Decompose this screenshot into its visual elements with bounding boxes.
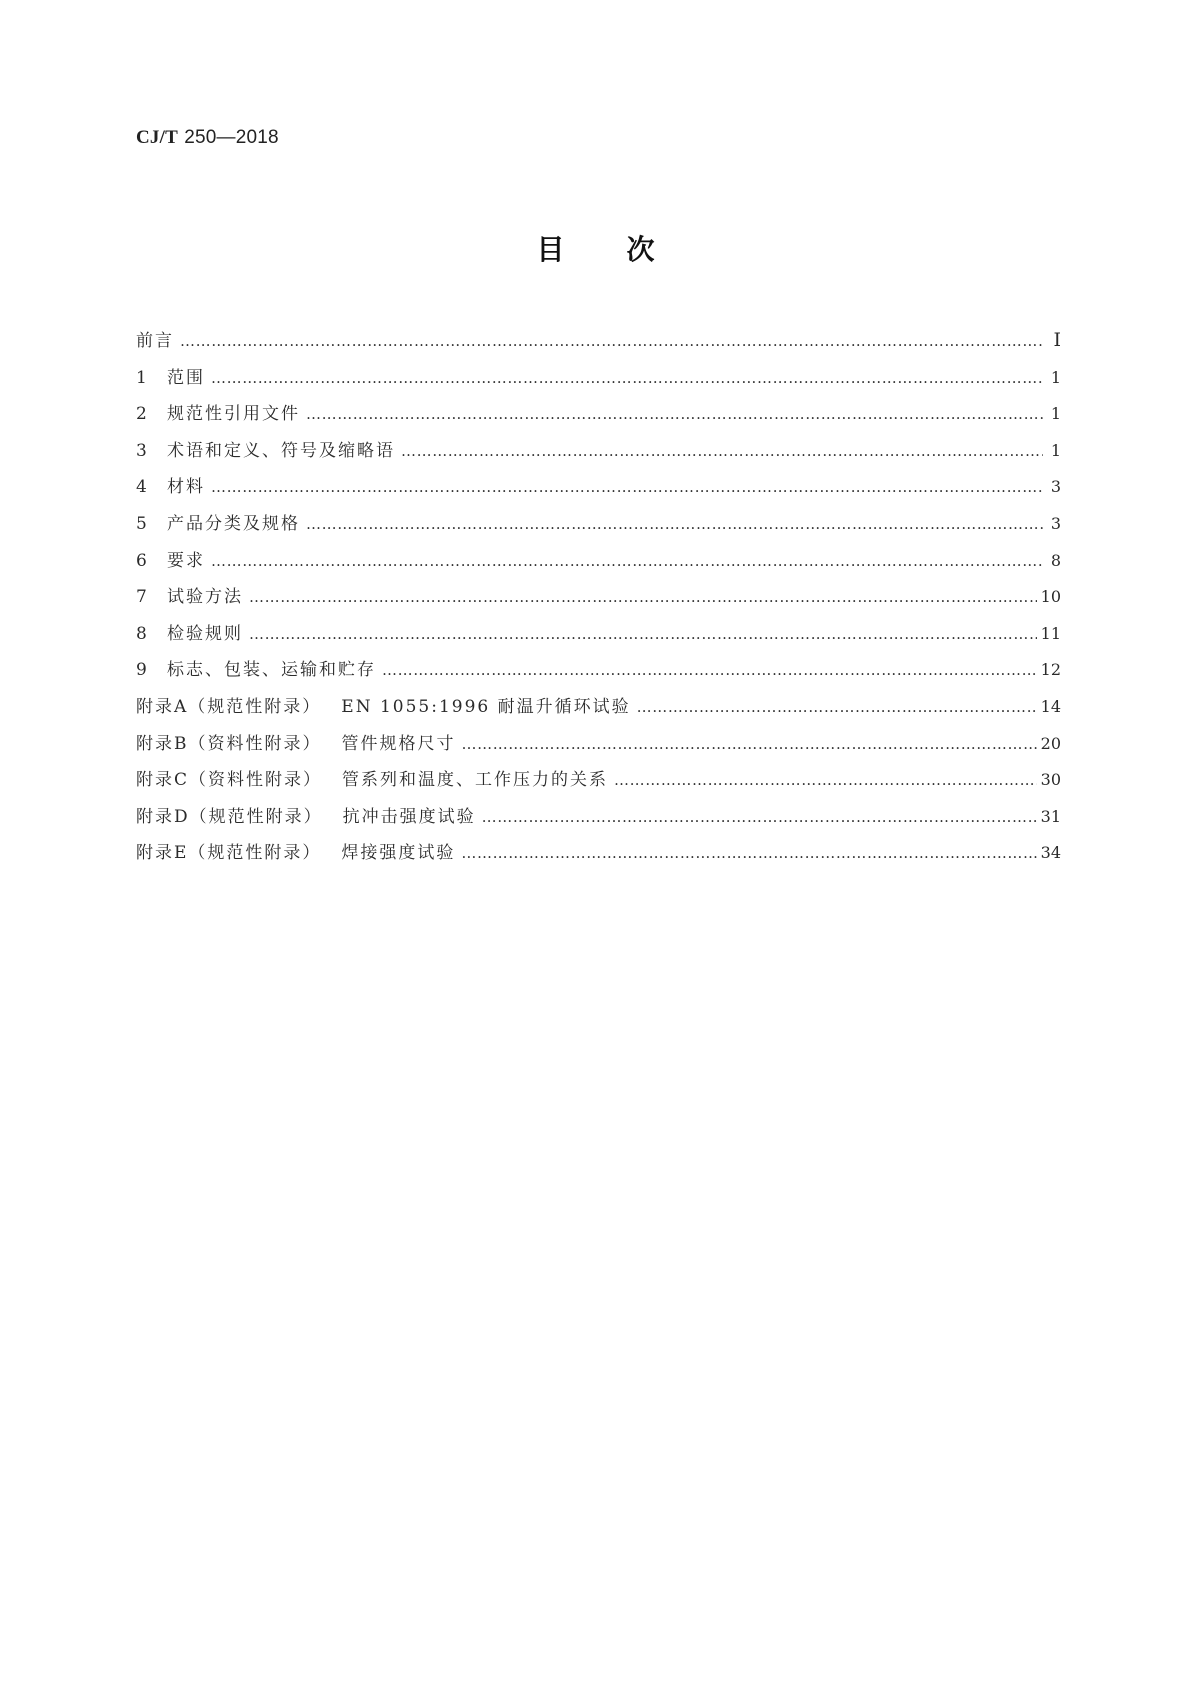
- toc-dot-leader: [211, 369, 1043, 387]
- annex-title: 焊接强度试验: [341, 843, 456, 864]
- toc-dot-leader: [462, 735, 1037, 753]
- toc-entry-number: 8: [136, 623, 147, 644]
- toc-entry-annex-a[interactable]: [136, 692, 1061, 729]
- toc-entry-label: 术语和定义、符号及缩略语: [167, 440, 395, 461]
- toc-entry-label: 检验规则: [167, 623, 243, 644]
- toc-entry-7[interactable]: [136, 582, 1061, 619]
- toc-entry-number: 6: [136, 550, 147, 571]
- toc-entry-label: 材料: [167, 477, 205, 498]
- toc-dot-leader: [249, 625, 1037, 643]
- toc-entry-2[interactable]: [136, 399, 1061, 436]
- toc-entry-number: 9: [136, 660, 147, 681]
- toc-dot-leader: [306, 515, 1043, 533]
- toc-entry-1[interactable]: [136, 363, 1061, 400]
- annex-type-label: 附录C（资料性附录）: [136, 770, 323, 791]
- toc-entry-page: 1: [1050, 367, 1061, 387]
- annex-title: 管件规格尺寸: [341, 733, 456, 754]
- toc-entry-page: 10: [1040, 587, 1061, 607]
- toc-entry-page: 11: [1040, 623, 1061, 643]
- toc-dot-leader: [249, 588, 1037, 606]
- toc-entry-page: 14: [1040, 696, 1061, 716]
- toc-entry-number: 4: [136, 477, 147, 498]
- toc-entry-number: 3: [136, 440, 147, 461]
- toc-entry-label: [136, 838, 455, 863]
- toc-entry-3[interactable]: [136, 436, 1061, 473]
- document-code-number: 250—2018: [184, 127, 279, 148]
- toc-entry-label: 产品分类及规格: [167, 513, 300, 534]
- toc-entry-label: 前言: [136, 331, 174, 351]
- toc-entry-label: [136, 692, 631, 717]
- toc-entry-number: 2: [136, 404, 147, 425]
- toc-entry-page: 3: [1050, 513, 1061, 533]
- toc-entry-page: 20: [1040, 733, 1061, 753]
- toc-entry-page: 8: [1050, 550, 1061, 570]
- toc-entry-6[interactable]: [136, 546, 1061, 583]
- toc-entry-label: 规范性引用文件: [167, 404, 300, 425]
- toc-dot-leader: [211, 552, 1043, 570]
- toc-entry-label: 试验方法: [167, 587, 243, 608]
- toc-entry-foreword[interactable]: [136, 326, 1061, 363]
- toc-entry-9[interactable]: [136, 655, 1061, 692]
- annex-type-label: 附录B（资料性附录）: [136, 733, 322, 754]
- annex-type-label: 附录E（规范性附录）: [136, 843, 322, 864]
- toc-title: 目次: [536, 233, 717, 266]
- annex-type-label: 附录A（规范性附录）: [136, 696, 322, 717]
- annex-type-label: 附录D（规范性附录）: [136, 806, 323, 827]
- toc-dot-leader: [306, 405, 1043, 423]
- toc-dot-leader: [401, 442, 1043, 460]
- toc-entry-page: 34: [1040, 843, 1061, 863]
- toc-entry-8[interactable]: [136, 619, 1061, 656]
- toc-entry-page: 1: [1050, 440, 1061, 460]
- toc-entry-label: [136, 802, 476, 827]
- toc-entry-label: 范围: [167, 367, 205, 388]
- toc-entry-number: 5: [136, 513, 147, 534]
- toc-dot-leader: [180, 332, 1043, 350]
- toc-dot-leader: [211, 478, 1043, 496]
- toc-entry-number: 1: [136, 367, 147, 388]
- annex-title: EN 1055:1996 耐温升循环试验: [341, 696, 631, 717]
- document-code: [136, 126, 279, 149]
- document-code-prefix: CJ/T: [136, 127, 178, 148]
- toc-dot-leader: [482, 808, 1037, 826]
- toc-entry-page: 12: [1040, 660, 1061, 680]
- toc-entry-4[interactable]: [136, 472, 1061, 509]
- toc-entry-number: 7: [136, 587, 147, 608]
- toc-dot-leader: [382, 661, 1037, 679]
- toc-entry-annex-d[interactable]: [136, 802, 1061, 839]
- toc-entry-label: 要求: [167, 550, 205, 571]
- toc-entry-page: 3: [1050, 477, 1061, 497]
- toc-entry-5[interactable]: [136, 509, 1061, 546]
- toc-entry-annex-c[interactable]: [136, 765, 1061, 802]
- toc-entry-page: 1: [1050, 404, 1061, 424]
- toc-dot-leader: [637, 698, 1037, 716]
- toc-entry-label: 标志、包装、运输和贮存: [167, 660, 376, 681]
- toc-entry-annex-e[interactable]: [136, 838, 1061, 875]
- toc-entry-page: Ⅰ: [1053, 329, 1061, 351]
- toc-dot-leader: [614, 771, 1037, 789]
- toc-dot-leader: [461, 844, 1036, 862]
- toc-entry-label: [136, 765, 608, 790]
- annex-title: 抗冲击强度试验: [342, 806, 476, 827]
- toc-entry-page: 30: [1040, 770, 1061, 790]
- toc-entry-page: 31: [1040, 806, 1061, 826]
- annex-title: 管系列和温度、工作压力的关系: [342, 770, 609, 791]
- toc-entry-annex-b[interactable]: [136, 729, 1061, 766]
- table-of-contents: [136, 326, 1061, 875]
- toc-entry-label: [136, 729, 456, 754]
